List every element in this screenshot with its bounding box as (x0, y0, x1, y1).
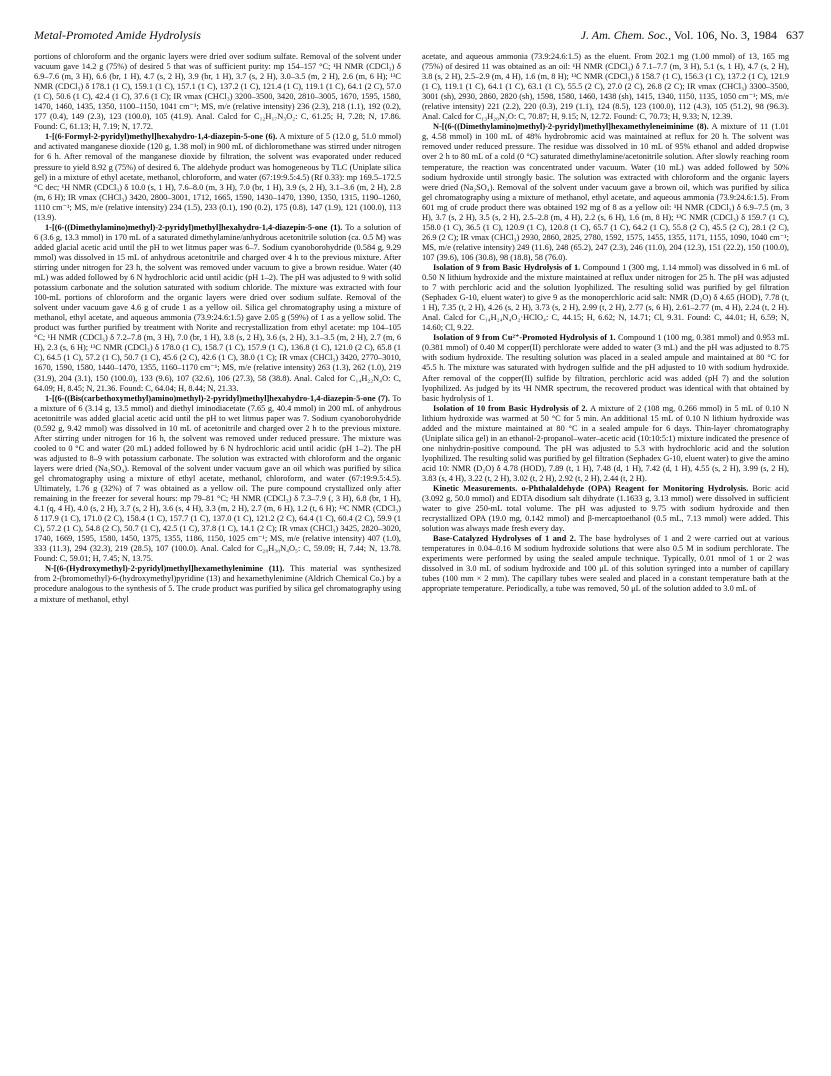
section-heading: Kinetic Measurements. o-Phthalaldehyde (OPA) Reagent for Monitoring Hydrolysis. (433, 484, 749, 494)
section-heading: Base-Catalyzed Hydrolyses of 1 and 2. (433, 534, 576, 544)
section-heading: N-[(6-((Dimethylamino)methyl)-2-pyridyl)methyl]hexamethyleneiminime (8). (433, 122, 709, 132)
paragraph: 1-[(6-Formyl-2-pyridyl)methyl]hexahydro-1,4-diazepin-5-one (6). A mixture of 5 (12.0 g, 51.0 mmol) and activated manganese dioxide (120 g, 1.38 mol) in 900 mL of dichloromethane was stirred under nitrogen for 6 h. After removal of the manganese dioxide by filtration, the solvent was evaporated under reduced pressure to yield 8.92 g (75%) of desired 6. The aldehyde product was homogeneous by TLC (Uniplate silica gel) in a mixture of ethyl acetate, methanol, chloroform, and water (67:19:9.5:4.5) (Rf 0.33): mp 169.5–172.5 °C dec; ¹H NMR (CDCl₃) δ 10.0 (s, 1 H), 7.6–8.0 (m, 3 H), 7.0 (br, 1 H), 3.9 (s, 2 H), 3.1–3.6 (m, 2 H), 2.8 (m, 6 H); IR νmax (CHCl₃) 3420, 2800–3001, 1712, 1665, 1590, 1430–1470, 1390, 1350, 1315, 1190–1260, 1110 cm⁻¹; MS, m/e (relative intensity) 234 (1.5), 233 (0.1), 190 (0.2), 175 (0.8), 147 (1.9), 121 (100.0), 113 (13.9). (34, 132, 401, 222)
section-heading: Isolation of 9 from Basic Hydrolysis of 1. (433, 262, 581, 272)
running-header (34, 28, 804, 46)
section-heading: 1-[(6-((Dimethylamino)methyl)-2-pyridyl)methyl]hexahydro-1,4-diazepin-5-one (1). (45, 222, 343, 232)
paragraph: portions of chloroform and the organic layers were dried over sodium sulfate. Removal of the solvent under vacuum gave 14.2 g (75%) of desired 5 that was of sufficient purity: mp 154–157 °C; ¹H NMR (CDCl₃) δ 6.9–7.6 (m, 3 H), 6.6 (br, 1 H), 4.7 (s, 2 H), 3.9 (br, 1 H), 3.7 (s, 2 H), 3.0–3.5 (m, 2 H), 2.6 (m, 6 H); ¹³C NMR (CDCl₃) δ 178.1 (1 C), 159.1 (1 C), 157.1 (1 C), 137.2 (1 C), 121.4 (1 C), 119.1 (1 C), 64.1 (2 C), 57.0 (1 C), 50.6 (1 C), 42.4 (1 C), 37.6 (1 C); IR νmax (CHCl₃) 3200–3500, 3420, 2810–3005, 1670, 1595, 1580, 1470, 1460, 1435, 1350, 1100–1150, 1041 cm⁻¹; MS, m/e (relative intensity) 236 (2.3), 218 (1.1), 192 (0.2), 177 (0.4), 149 (2.3), 123 (100.0), 105 (41.9). Anal. Calcd for C₁₂H₁₇N₃O₂: C, 61.25; H, 7.28; N, 17.86. Found: C, 61.13; H, 7.19; N, 17.72. (34, 52, 401, 132)
journal-citation (581, 28, 804, 43)
paragraph: 1-[(6-((Bis(carbethoxymethyl)amino)methyl)-2-pyridyl)methyl]hexahydro-1,4-diazepin-5-one (7). To a mixture of 6 (3.14 g, 13.5 mmol) and diethyl iminodiacetate (7.65 g, 40.4 mmol) in 200 mL of anhydrous acetonitrile was added glacial acetic acid until the pH to wet litmus paper was 7. Sodium cyanoborohydride (0.592 g, 9.42 mmol) was dissolved in 10 mL of acetonitrile and charged over 2 h to the previous mixture. After stirring under nitrogen for 16 h, the solvent was removed under reduced pressure. The mixture was cooled to 0 °C and water (20 mL) added followed by 6 N hydrochloric acid until acidic (pH 1–2). The pH was adjusted to 8–9 with potassium carbonate. The solution was extracted with chloroform and the organic layers were dried (Na₂SO₄). Removal of the solvent under vacuum gave an oil which was purified by silica gel chromatography using a mixture of ethyl acetate, methanol, chloroform, and water (67:19:9.5:4.5). Ultimately, 1.76 g (32%) of 7 was obtained as a yellow oil. The pure compound crystallized only after remaining in the freezer for several hours: mp 79–81 °C; ¹H NMR (CDCl₃) δ 7.3–7.9 (, 3 H), 6.8 (br, 1 H), 4.1 (q, 4 H), 4.0 (s, 2 H), 3.7 (s, 2 H), 3.6 (s, 4 H), 3.3 (m, 2 H), 2.7 (m, 6 H), 1.2 (t, 6 H); ¹³C NMR (CDCl₃) δ 117.9 (1 C), 171.0 (2 C), 158.4 (1 C), 157.7 (1 C), 137.0 (1 C), 121.2 (2 C), 64.4 (1 C), 60.4 (2 C), 59.9 (1 C), 57.2 (1 C), 54.8 (2 C), 50.7 (1 C), 42.5 (1 C), 37.8 (1 C), 14.1 (2 C); IR νmax (CHCl₃) 3425, 2820–3020, 1740, 1669, 1595, 1580, 1450, 1375, 1355, 1186, 1150, 1025 cm⁻¹; MS, m/e (relative intensity) 407 (1.0), 333 (11.3), 294 (32.3), 219 (28.5), 107 (100.0). Anal. Calcd for C₂₀H₃₀N₄O₅: C, 59.09; H, 7.44; N, 13.78. Found: C, 59.01; H, 7.45; N, 13.75. (34, 393, 401, 564)
paragraph: Isolation of 9 from Basic Hydrolysis of 1. Compound 1 (300 mg, 1.14 mmol) was dissolved in 6 mL of 0.50 N lithium hydroxide and the mixture maintained at reflux under nitrogen for 25 h. The pH was adjusted to 7 with perchloric acid and the solution lyophilized. The resulting solid was purified by gel filtration (Sephadex G-10, eluent water) to give 9 as the monoperchloric acid salt: NMR (D₂O) δ 4.65 (HOD), 7.78 (t, 1 H), 7.35 (t, 2 H), 4.26 (s, 2 H), 3.73 (s, 2 H), 2.99 (t, 2 H), 2.77 (s, 6 H), 2.61–2.77 (m, 4 H), 2.24 (t, 2 H). Anal. Calcd for C₁₄H₂₄N₄O₂·HClO₄: C, 44.15; H, 6.62; N, 14.71; Cl, 9.31. Found: C, 44.01; H, 6.59; N, 14.60; Cl, 9.22. (422, 262, 789, 333)
running-title: Metal-Promoted Amide Hydrolysis (34, 28, 201, 42)
paragraph: Base-Catalyzed Hydrolyses of 1 and 2. The base hydrolyses of 1 and 2 were carried out at various temperatures in 0.04–0.16 M sodium hydroxide solutions that were also 0.5 M in sodium perchlorate. The experiments were performed by using the sealed ampule technique. Typically, 0.01 nmol of 1 or 2 was dissolved in 3.0 mL of sodium hydroxide and 100 μL of this solution syringed into a number of capillary tubes (100 mm × 2 mm). The capillary tubes were sealed and placed in a constant temperature bath at the appropriate temperature. Periodically, a tube was removed, 50 μL of the solution added to 3.0 mL of (422, 534, 789, 594)
paragraph: N-[(6-(Hydroxymethyl)-2-pyridyl)methyl]hexamethylenimine (11). This material was synthesized from 2-(bromomethyl)-6-(hydroxymethyl)pyridine (13) and hexamethylenimine (Aldrich Chemical Co.) by a procedure analogous to the synthesis of 5. The crude product was purified by silica gel chromatography using a mixture of methanol, ethyl (34, 564, 401, 604)
paragraph: Isolation of 9 from Cu²⁺-Promoted Hydrolysis of 1. Compound 1 (100 mg, 0.381 mmol) and 0.953 mL (0.381 mmol) of 0.40 M copper(II) perchlorate were added to water (3 mL) and the pH was adjusted to 8.75 with sodium hydroxide. The resulting solution was placed in a sealed ampule and maintained at 80 °C for 45.5 h. The mixture was saturated with hydrogen sulfide and the pH adjusted to 10 with sodium hydroxide. After removal of the copper(II) sulfide by filtration, perchloric acid was added (pH 7) and the solution lyophilized. As judged by its ¹H NMR spectrum, the recovered product was identical with that obtained by basic hydrolysis of 1. (422, 333, 789, 403)
paragraph: 1-[(6-((Dimethylamino)methyl)-2-pyridyl)methyl]hexahydro-1,4-diazepin-5-one (1). To a solution of 6 (3.6 g, 13.3 mmol) in 170 mL of a saturated dimethylamine/anhydrous acetonitrile solution (ca. 0.5 M) was added glacial acetic acid until the pH to wet litmus paper was 6–7. Sodium cyanoborohydride (0.584 g, 9.29 mmol) was dissolved in 15 mL of anhydrous acetonitrile and charged over 4 h to the previous mixture. After stirring under nitrogen for 23 h, the solvent was removed under vacuum to give a brown residue. Water (40 mL) was added followed by 6 N hydrochloric acid until acidic (pH 1–2). The pH was adjusted to 9 with solid potassium carbonate and the solution saturated with sodium chloride. The mixture was extracted with four 100-mL portions of chloroform and the organic layers were dried over sodium sulfate. Removal of the solvent under vacuum gave 4.6 g of crude 1 as a yellow oil. Silica gel chromatography using a mixture of methanol, ethyl acetate, and aqueous ammonia (73.9:24.6:1.5) gave 2.05 g (59%) of 1 as a yellow solid. The product was further purified by treatment with Norite and recrystallization from ethyl acetate: mp 104–105 °C; ¹H NMR (CDCl₃) δ 7.2–7.8 (m, 3 H), 7.0 (br, 1 H), 3.8 (s, 2 H), 3.6 (s, 2 H), 3.1–3.5 (m, 2 H), 2.7 (m, 6 H), 2.3 (s, 6 H); ¹³C NMR (CDCl₃) δ 178.0 (1 C), 158.7 (1 C), 157.9 (1 C), 136.8 (1 C), 121.0 (2 C), 65.8 (1 C), 64.5 (1 C), 57.2 (1 C), 50.7 (1 C), 45.6 (2 C), 42.6 (1 C), 38.0 (1 C); IR νmax (CHCl₃) 3420, 2770–3010, 1670, 1590, 1580, 1440–1470, 1355, 1160–1170 cm⁻¹; MS, m/e (relative intensity) 263 (1.3), 262 (1.0), 219 (31.9), 204 (3.1), 150 (100.0), 133 (9.6), 107 (32.6), 106 (27.3), 58 (38.8). Anal. Calcd for C₁₄H₂₂N₄O: C, 64.09; H, 8.45; N, 21.36. Found: C, 64.04; H, 8.44; N, 21.33. (34, 222, 401, 393)
section-heading: N-[(6-(Hydroxymethyl)-2-pyridyl)methyl]hexamethylenimine (11). (45, 564, 285, 574)
section-heading: Isolation of 10 from Basic Hydrolysis of 2. (433, 403, 588, 413)
left-column (34, 52, 401, 605)
section-heading: 1-[(6-Formyl-2-pyridyl)methyl]hexahydro-1,4-diazepin-5-one (6). (45, 132, 278, 142)
right-column (422, 52, 789, 595)
section-heading: Isolation of 9 from Cu²⁺-Promoted Hydrolysis of 1. (433, 333, 616, 343)
paragraph: Kinetic Measurements. o-Phthalaldehyde (OPA) Reagent for Monitoring Hydrolysis. Boric acid (3.092 g, 50.0 mmol) and EDTA disodium salt dihydrate (1.1633 g, 3.13 mmol) were dissolved in sufficient water to give 250-mL total volume. The pH was adjusted to 9.75 with sodium hydroxide and then recrystallized OPA (19.0 mg, 0.142 mmol) and β-mercaptoethanol (0.5 mL, 7.13 mmol) were added. This solution was always made fresh every day. (422, 484, 789, 534)
volume-issue: Vol. 106, No. 3, 1984 (673, 28, 777, 42)
paragraph: N-[(6-((Dimethylamino)methyl)-2-pyridyl)methyl]hexamethyleneiminime (8). A mixture of 11 (1.01 g, 4.58 mmol) in 100 mL of 48% hydrobromic acid was maintained at reflux for 20 h. The solvent was removed under reduced pressure. The residue was dissolved in 10 mL of 95% ethanol and added dropwise over 2 h to 80 mL of a cold (0 °C) saturated dimethylamine/acetonitrile solution. After slowly reaching room temperature, the reaction was concentrated under vacuum. Water (10 mL) was added followed by 50% sodium hydroxide until strongly basic. The solution was extracted with chloroform and the organic layers were dried (Na₂SO₄). Removal of the solvent under vacuum gave a brown oil, which was purified by silica gel chromatography using a mixture of methanol, ethyl acetate, and aqueous ammonia (73.9:24.6:1.5). From 601 mg of crude product there was obtained 192 mg of 8 as a yellow oil: ¹H NMR (CDCl₃) δ 6.9–7.5 (m, 3 H), 3.7 (s, 2 H), 3.5 (s, 2 H), 2.5–2.8 (m, 4 H), 2.2 (s, 6 H), 1.6 (m, 8 H); ¹³C NMR (CDCl₃) δ 159.7 (1 C), 158.0 (1 C), 36.5 (1 C), 120.9 (1 C), 120.8 (1 C), 65.7 (1 C), 64.2 (1 C), 55.8 (2 C), 45.5 (2 C), 28.1 (2 C), 26.9 (2 C); IR νmax (CHCl₃) 2930, 2860, 2825, 2780, 1592, 1575, 1455, 1355, 1171, 1155, 1090, 1040 cm⁻¹; MS, m/e (relative intensity) 249 (11.6), 248 (65.2), 247 (2.3), 246 (11.0), 204 (12.3), 151 (22.2), 150 (100.0), 107 (39.6), 106 (30.8), 98 (18.8), 58 (76.0). (422, 122, 789, 262)
journal-name: J. Am. Chem. Soc., (580, 28, 672, 42)
page-number: 637 (786, 28, 804, 42)
section-heading: 1-[(6-((Bis(carbethoxymethyl)amino)methyl)-2-pyridyl)methyl]hexahydro-1,4-diazepin-5-one (7). (45, 393, 390, 403)
paragraph: acetate, and aqueous ammonia (73.9:24.6:1.5) as the eluent. From 202.1 mg (1.00 mmol) of 13, 165 mg (75%) of desired 11 was obtained as an oil: ¹H NMR (CDCl₃) δ 7.1–7.7 (m, 3 H), 5.1 (s, 1 H), 4.7 (s, 2 H), 3.8 (s, 2 H), 2.5–2.9 (m, 4 H), 1.6 (m, 8 H); ¹³C NMR (CDCl₃) δ 158.7 (1 C), 156.3 (1 C), 137.2 (1 C), 121.9 (1 C), 119.1 (1 C), 64.1 (1 C), 63.1 (1 C), 55.5 (2 C), 27.0 (2 C), 26.8 (2 C); IR νmax (CHCl₃) 3300–3500, 3001 (sh), 2930, 2860, 2820 (sh), 1598, 1580, 1460, 1438 (sh), 1415, 1340, 1150, 1135, 1050 cm⁻¹; MS, m/e (relative intensity) 221 (2.2), 220 (0.3), 219 (1.1), 124 (8.5), 123 (100.0), 112 (4.3), 105 (51.2), 98 (96.3). Anal. Calcd for C₁₃H₂₀N₂O: C, 70.87; H, 9.15; N, 12.72. Found: C, 70.73; H, 9.33; N, 12.39. (422, 52, 789, 122)
paragraph: Isolation of 10 from Basic Hydrolysis of 2. A mixture of 2 (108 mg, 0.266 mmol) in 5 mL of 0.10 N lithium hydroxide was warmed at 50 °C for 5 min. An additional 15 mL of 0.10 N lithium hydroxide was added and the mixture maintained at 80 °C in a sealed ampule for 6 days. Thin-layer chromatography (Uniplate silica gel) in an ethanol-2-propanol–water–acetic acid (10:10:5:1) mixture indicated the presence of one ninhydrin-positive compound. The pH was adjusted to 5.3 with hydrochloric acid and the solution lyophilized. The resulting solid was purified by gel filtration (Sephadex G-10, eluent water) to give the amino acid 10: NMR (D₂O) δ 4.78 (HOD), 7.89 (t, 1 H), 7.48 (d, 1 H), 7.42 (d, 1 H), 4.55 (s, 2 H), 3.99 (s, 2 H), 3.83 (s, 4 H), 3.22 (t, 2 H), 3.02 (t, 2 H), 2.92 (t, 2 H), 2.44 (t, 2 H). (422, 403, 789, 483)
